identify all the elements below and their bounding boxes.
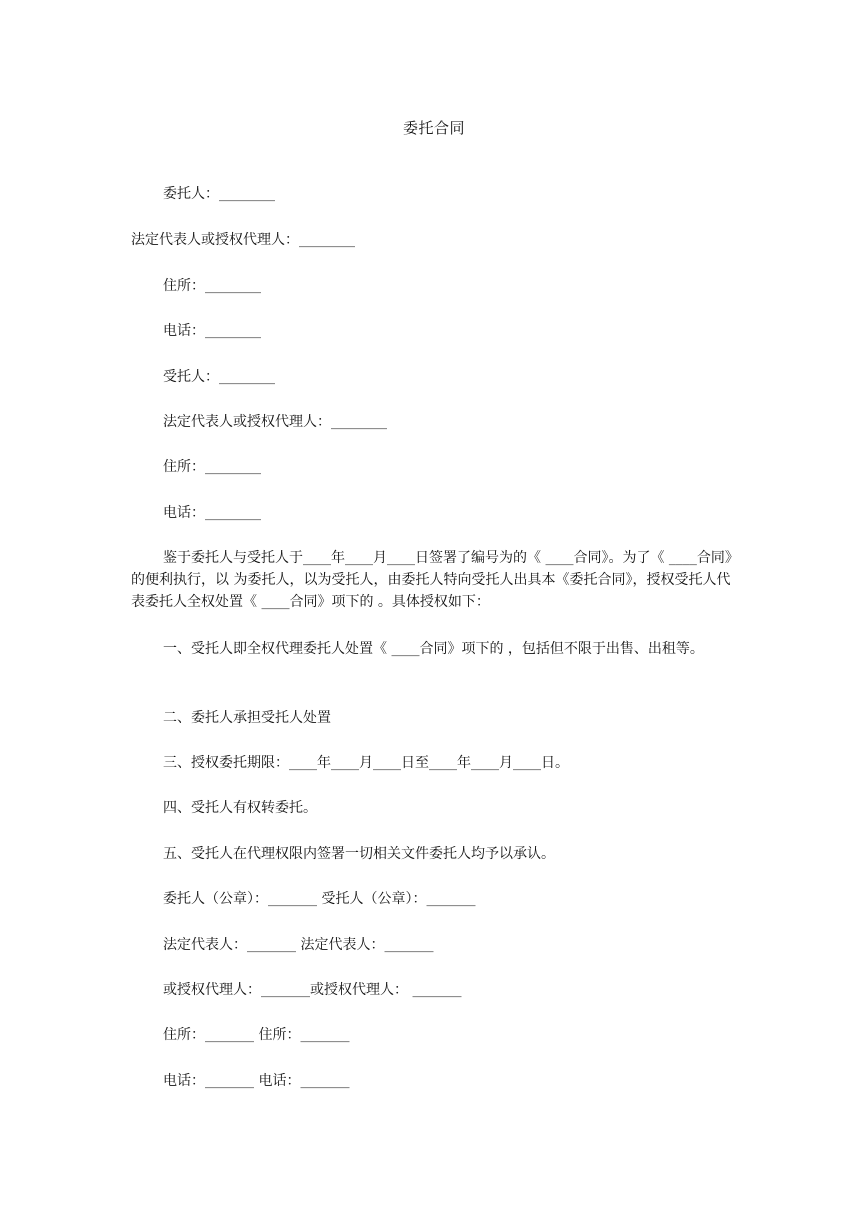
clause-2-line: 二、委托人承担受托人处置 [163,710,331,726]
principal-line: 委托人：________ [163,186,275,202]
principal-address-line: 住所：________ [163,278,261,294]
principal-phone-line: 电话：________ [163,323,261,339]
clause-3-line: 三、授权委托期限：____年____月____日至____年____月____日。 [163,755,569,771]
agent-line: 受托人：________ [163,369,275,385]
clause-5-line: 五、受托人在代理权限内签署一切相关文件委托人均予以承认。 [163,846,555,862]
agent-address-line: 住所：________ [163,459,261,475]
agent-representative-line: 法定代表人或授权代理人：________ [163,414,387,430]
preamble-paragraph: 鉴于委托人与受托人于____年____月____日签署了编号为的《 ____合同》。为了《 ____合同》的便利执行，以 为委托人，以为受托人，由委托人特向受托人出具本《委托合同》，授权受托人代表委托人全权处置《 ____合同》项下的 。具体授权如下： [131,550,739,610]
clause-1-paragraph: 一、受托人即全权代理委托人处置《 ____合同》项下的 ，包括但不限于出售、出租等。 [163,641,704,657]
signature-auth-agent-line: 或授权代理人：_______或授权代理人： _______ [163,982,462,998]
signature-legal-rep-line: 法定代表人：_______ 法定代表人：_______ [163,937,434,953]
principal-representative-line: 法定代表人或授权代理人：________ [131,232,355,248]
document-title: 委托合同 [402,119,465,137]
signature-address-line: 住所：_______ 住所：_______ [163,1027,350,1043]
signature-phone-line: 电话：_______ 电话：_______ [163,1073,350,1089]
signature-seal-line: 委托人（公章）：_______ 受托人（公章）：_______ [163,891,476,907]
clause-4-line: 四、受托人有权转委托。 [163,800,317,816]
agent-phone-line: 电话：________ [163,505,261,521]
